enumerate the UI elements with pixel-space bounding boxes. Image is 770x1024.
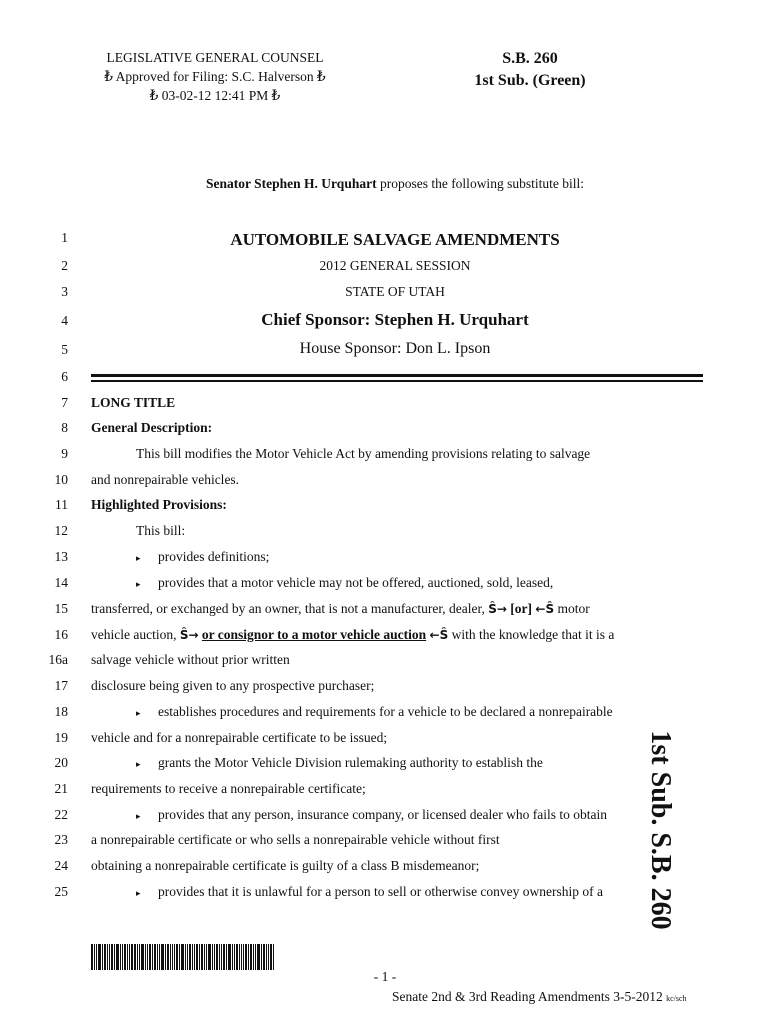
barcode-bar xyxy=(172,944,173,970)
bill-line xyxy=(0,523,770,548)
line-number: 12 xyxy=(54,523,68,538)
barcode-bar xyxy=(91,944,93,970)
barcode-bar xyxy=(208,944,211,970)
bullet-icon: ▸ xyxy=(136,579,141,589)
barcode-bar xyxy=(255,944,256,970)
line-text: salvage vehicle without prior written xyxy=(91,652,290,667)
title-divider xyxy=(91,374,703,377)
line-number: 20 xyxy=(54,755,68,770)
barcode-bar xyxy=(157,944,158,970)
state-label: STATE OF UTAH xyxy=(345,284,445,299)
line-number: 15 xyxy=(54,601,68,616)
section-heading: General Description: xyxy=(91,420,213,435)
bullet-item xyxy=(136,704,613,720)
line-number: 2 xyxy=(61,258,68,273)
barcode-bar xyxy=(245,944,247,970)
barcode-bar xyxy=(152,944,153,970)
barcode-bar xyxy=(170,944,171,970)
barcode-bar xyxy=(257,944,260,970)
line-number: 13 xyxy=(54,549,68,564)
barcode-bar xyxy=(223,944,225,970)
line-text: provides that a motor vehicle may not be offered, auctioned, sold, leased, xyxy=(158,575,554,590)
barcode-bar xyxy=(204,944,205,970)
barcode-bar xyxy=(159,944,160,970)
barcode-bar xyxy=(266,944,267,970)
bill-line xyxy=(0,420,770,445)
barcode-bar xyxy=(261,944,262,970)
barcode-bar xyxy=(102,944,103,970)
barcode-bar xyxy=(185,944,186,970)
chief-sponsor: Chief Sponsor: Stephen H. Urquhart xyxy=(261,310,529,329)
barcode-bar xyxy=(145,944,146,970)
barcode-bar xyxy=(137,944,138,970)
barcode-bar xyxy=(98,944,101,970)
barcode-bar xyxy=(139,944,140,970)
bullet-item xyxy=(136,575,553,591)
bill-line xyxy=(0,230,770,255)
barcode-bar xyxy=(234,944,235,970)
struck-text: [or] xyxy=(510,601,533,616)
barcode-bar xyxy=(232,944,233,970)
line-number: 11 xyxy=(55,497,68,512)
bill-line xyxy=(0,340,770,365)
bill-number: S.B. 260 xyxy=(502,50,558,67)
line-text-part: with the knowledge that it is a xyxy=(448,627,615,642)
line-text: provides definitions; xyxy=(158,549,270,564)
barcode-bar xyxy=(154,944,156,970)
bill-line xyxy=(0,549,770,574)
barcode-bar xyxy=(111,944,113,970)
barcode-bar xyxy=(248,944,249,970)
approval-line: ₺ Approved for Filing: S.C. Halverson ₺ xyxy=(104,69,326,84)
line-number: 16a xyxy=(48,652,68,667)
line-text: vehicle and for a nonrepairable certificate to be issued; xyxy=(91,730,388,745)
barcode-bar xyxy=(199,944,200,970)
amendment-start-marker: Ŝ→ xyxy=(488,602,507,616)
line-number: 10 xyxy=(54,472,68,487)
line-number: 14 xyxy=(54,575,68,590)
barcode-bar xyxy=(127,944,128,970)
house-sponsor: House Sponsor: Don L. Ipson xyxy=(299,340,491,357)
line-number: 19 xyxy=(54,730,68,745)
bill-title: AUTOMOBILE SALVAGE AMENDMENTS xyxy=(230,230,560,249)
barcode-bar xyxy=(174,944,175,970)
bullet-item xyxy=(136,807,607,823)
bullet-icon: ▸ xyxy=(136,888,141,898)
counsel-header xyxy=(60,48,370,105)
barcode-bar xyxy=(196,944,198,970)
line-number: 7 xyxy=(61,395,68,410)
line-number: 16 xyxy=(54,627,68,642)
proposer-text: proposes the following substitute bill: xyxy=(376,176,584,191)
barcode-image xyxy=(91,944,283,970)
barcode-bar xyxy=(228,944,231,970)
barcode-bar xyxy=(109,944,110,970)
bullet-icon: ▸ xyxy=(136,708,141,718)
barcode-bar xyxy=(129,944,130,970)
substitute-label: 1st Sub. (Green) xyxy=(474,72,586,89)
line-number: 5 xyxy=(61,342,68,357)
line-text: requirements to receive a nonrepairable certificate; xyxy=(91,781,366,796)
barcode-bar xyxy=(263,944,265,970)
barcode-bar xyxy=(124,944,126,970)
footer-text: Senate 2nd & 3rd Reading Amendments 3-5-2012 xyxy=(392,989,667,1004)
bill-line xyxy=(0,395,770,420)
barcode-bar xyxy=(192,944,193,970)
section-heading: Highlighted Provisions: xyxy=(91,497,227,512)
line-text: disclosure being given to any prospective purchaser; xyxy=(91,678,375,693)
bullet-item xyxy=(136,549,269,565)
bill-line xyxy=(0,601,770,626)
barcode-bar xyxy=(94,944,95,970)
line-number: 23 xyxy=(54,832,68,847)
barcode-bar xyxy=(161,944,164,970)
line-text: This bill modifies the Motor Vehicle Act by amending provisions relating to salvage xyxy=(136,446,591,461)
barcode-bar xyxy=(268,944,269,970)
bullet-item xyxy=(136,884,603,900)
barcode-bar xyxy=(96,944,97,970)
line-number: 22 xyxy=(54,807,68,822)
line-text: obtaining a nonrepairable certificate is guilty of a class B misdemeanor; xyxy=(91,858,480,873)
barcode-bar xyxy=(116,944,119,970)
line-number: 17 xyxy=(54,678,68,693)
bill-line xyxy=(0,652,770,677)
line-number: 25 xyxy=(54,884,68,899)
barcode-bar xyxy=(270,944,272,970)
barcode-bar xyxy=(219,944,220,970)
bullet-icon: ▸ xyxy=(136,759,141,769)
barcode-bar xyxy=(214,944,215,970)
timestamp-line: ₺ 03-02-12 12:41 PM ₺ xyxy=(149,88,281,103)
inserted-text: or consignor to a motor vehicle auction xyxy=(201,627,427,642)
line-text: establishes procedures and requirements for a vehicle to be declared a nonrepairable xyxy=(158,704,613,719)
barcode-bar xyxy=(120,944,121,970)
line-text: provides that it is unlawful for a person to sell or otherwise convey ownership of a xyxy=(158,884,604,899)
line-number: 21 xyxy=(54,781,68,796)
line-number: 24 xyxy=(54,858,68,873)
line-text: provides that any person, insurance company, or licensed dealer who fails to obtain xyxy=(158,807,607,822)
bill-line xyxy=(0,284,770,309)
bill-line xyxy=(0,472,770,497)
amendment-end-marker: ←Ŝ xyxy=(535,602,555,616)
line-text: grants the Motor Vehicle Division rulemaking authority to establish the xyxy=(158,755,543,770)
session-label: 2012 GENERAL SESSION xyxy=(319,258,471,273)
barcode-bar xyxy=(179,944,180,970)
line-text-part: vehicle auction, xyxy=(91,627,180,642)
barcode-bar xyxy=(187,944,188,970)
barcode-bar xyxy=(250,944,252,970)
line-number: 9 xyxy=(61,446,68,461)
bill-line xyxy=(0,310,770,335)
barcode-bar xyxy=(273,944,274,970)
line-text: a nonrepairable certificate or who sells a nonrepairable vehicle without first xyxy=(91,832,500,847)
bill-line xyxy=(0,258,770,283)
barcode-bar xyxy=(236,944,238,970)
barcode-bar xyxy=(104,944,106,970)
line-number: 8 xyxy=(61,420,68,435)
line-number: 1 xyxy=(61,230,68,245)
barcode-bar xyxy=(221,944,222,970)
bill-line xyxy=(0,446,770,471)
barcode-bar xyxy=(194,944,195,970)
line-text: and nonrepairable vehicles. xyxy=(91,472,240,487)
proposer-name: Senator Stephen H. Urquhart xyxy=(206,176,377,191)
barcode-bar xyxy=(189,944,191,970)
barcode-bar xyxy=(243,944,244,970)
bill-id-header xyxy=(440,48,620,92)
line-number: 3 xyxy=(61,284,68,299)
barcode-bar xyxy=(226,944,227,970)
line-text-part: motor xyxy=(554,601,590,616)
barcode-bar xyxy=(107,944,108,970)
barcode-bar xyxy=(212,944,213,970)
barcode-bar xyxy=(176,944,178,970)
bullet-icon: ▸ xyxy=(136,553,141,563)
barcode-bar xyxy=(122,944,123,970)
barcode-bar xyxy=(253,944,254,970)
line-text-part: transferred, or exchanged by an owner, that is not a manufacturer, dealer, xyxy=(91,601,489,616)
barcode-bar xyxy=(239,944,240,970)
barcode-bar xyxy=(216,944,218,970)
bullet-icon: ▸ xyxy=(136,811,141,821)
barcode-bar xyxy=(147,944,148,970)
counsel-line: LEGISLATIVE GENERAL COUNSEL xyxy=(106,50,324,65)
title-divider xyxy=(91,380,703,382)
bullet-item xyxy=(136,755,543,771)
footer-initials: kc/sch xyxy=(666,994,687,1003)
proposer-line xyxy=(0,176,770,192)
barcode-bar xyxy=(241,944,242,970)
bill-line xyxy=(0,497,770,522)
barcode-bar xyxy=(201,944,203,970)
barcode-bar xyxy=(167,944,169,970)
barcode-bar xyxy=(141,944,144,970)
side-bill-label: 1st Sub. S.B. 260 xyxy=(645,730,676,930)
footer-note xyxy=(392,989,687,1005)
line-number: 4 xyxy=(61,313,68,328)
barcode-bar xyxy=(114,944,115,970)
bill-line xyxy=(0,575,770,600)
line-text xyxy=(91,627,614,643)
barcode-bar xyxy=(131,944,133,970)
barcode-bar xyxy=(149,944,151,970)
barcode-bar xyxy=(165,944,166,970)
amendment-start-marker: Ŝ→ xyxy=(179,628,199,642)
amendment-end-marker: ←Ŝ xyxy=(429,628,449,642)
section-heading: LONG TITLE xyxy=(91,395,176,410)
line-number: 18 xyxy=(54,704,68,719)
barcode-bar xyxy=(134,944,136,970)
line-text xyxy=(91,601,590,617)
barcode-bar xyxy=(181,944,184,970)
line-text: This bill: xyxy=(136,523,186,538)
barcode-bar xyxy=(206,944,207,970)
page-number: - 1 - xyxy=(373,969,397,984)
line-number: 6 xyxy=(61,369,68,384)
bill-line xyxy=(0,627,770,652)
